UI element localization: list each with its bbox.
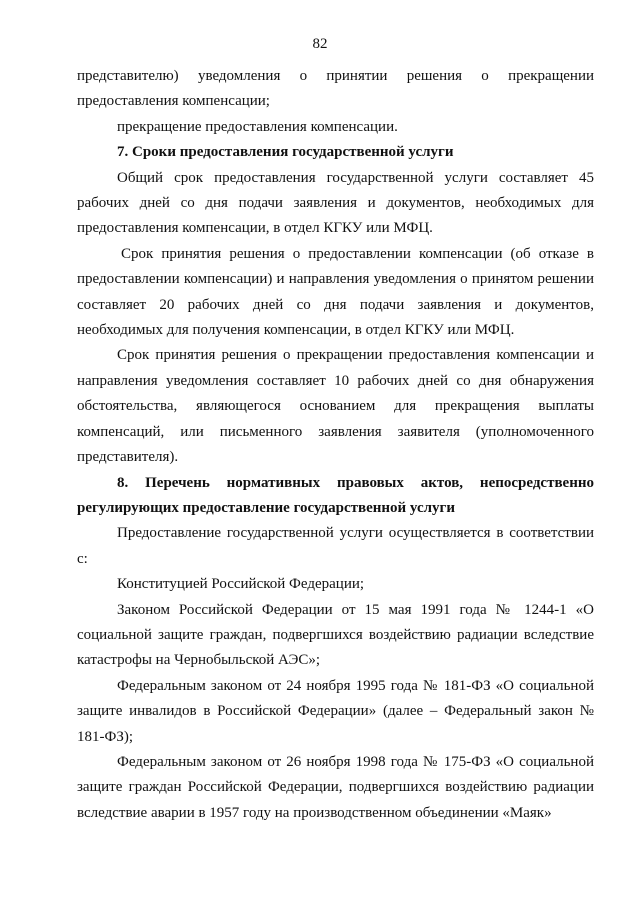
paragraph-decision-term: Срок принятия решения о предоставлении компенсации (об отказе в предоставлении компенсации) и направления уведомления о принятом решении составляет 20 рабочих дней со дня подачи заявления и документов, необходимых для получения компенсации, в отдел КГКУ или МФЦ. [77, 245, 594, 339]
list-item-constitution: Конституцией Российской Федерации; [117, 576, 365, 593]
list-item-law-181-fz: Федеральным законом от 24 ноября 1995 года № 181-ФЗ «О социальной защите инвалидов в Российской Федерации» (далее – Федеральный закон № 181-ФЗ); [77, 677, 594, 745]
paragraph-total-term: Общий срок предоставления государственной услуги составляет 45 рабочих дней со дня подачи заявления и документов, необходимых для предоставления компенсации, в отдел КГКУ или МФЦ. [77, 169, 594, 237]
paragraph-continuation: представителю) уведомления о принятии решения о прекращении предоставления компенсации; [77, 68, 594, 110]
list-item-law-175-fz: Федеральным законом от 26 ноября 1998 года № 175-ФЗ «О социальной защите граждан Российской Федерации, подвергшихся воздействию радиации вследствие аварии в 1957 году на производственном объединении «Маяк» [77, 753, 594, 821]
list-item-law-1244-1: Законом Российской Федерации от 15 мая 1991 года № 1244-1 «О социальной защите граждан, подвергшихся воздействию радиации вследствие катастрофы на Чернобыльской АЭС»; [77, 601, 594, 669]
page-number: 82 [312, 36, 328, 52]
document-body [77, 64, 594, 826]
paragraph-termination: прекращение предоставления компенсации. [117, 118, 398, 135]
section-heading-7: 7. Сроки предоставления государственной услуги [117, 144, 454, 161]
paragraph-termination-term: Срок принятия решения о прекращении предоставления компенсации и направления уведомления составляет 10 рабочих дней со дня обнаружения обстоятельства, являющегося основанием для прекращения выплаты компенсаций, или письменного заявления заявителя (уполномоченного представителя). [77, 347, 594, 466]
paragraph-legal-basis-intro: Предоставление государственной услуги осуществляется в соответствии с: [77, 525, 594, 567]
section-heading-8: 8. Перечень нормативных правовых актов, непосредственно регулирующих предоставление государственной услуги [77, 474, 594, 516]
